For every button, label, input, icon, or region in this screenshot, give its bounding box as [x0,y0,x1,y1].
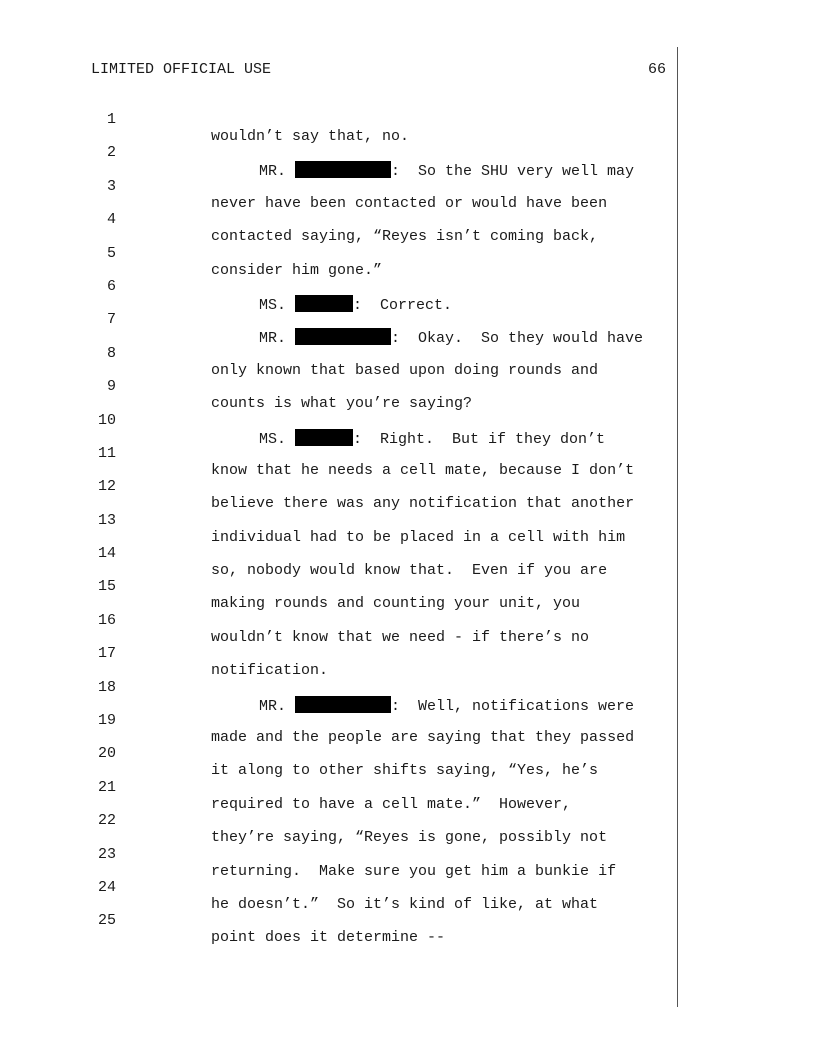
transcript-line [0,294,680,348]
line-number: 15 [97,578,116,596]
line-number: 23 [97,845,116,863]
line-text: MR. : Well, notifications were [259,697,635,715]
transcript-line [0,228,680,279]
line-text: individual had to be placed in a cell with him [211,528,626,546]
line-text: it along to other shifts saying, “Yes, he’s [211,762,599,780]
line-number: 13 [97,511,116,529]
line-number: 20 [97,745,116,763]
line-number: 10 [97,411,116,429]
line-number: 8 [106,344,116,362]
line-text: they’re saying, “Reyes is gone, possibly not [211,829,608,847]
transcript-line [0,595,680,646]
line-number: 5 [106,244,116,262]
line-text: wouldn’t know that we need - if there’s no [211,628,590,646]
line-text: consider him gone.” [211,261,383,279]
transcript-line [0,695,680,747]
transcript-line [0,561,680,613]
line-number: 3 [106,177,116,195]
page-number: 66 [648,61,667,78]
line-number: 14 [97,545,116,563]
transcript-line [0,94,680,145]
line-number: 12 [97,478,116,496]
transcript-line [0,628,680,680]
line-number: 18 [97,678,116,696]
line-text: never have been contacted or would have been [211,194,608,212]
line-text: making rounds and counting your unit, you [211,595,581,613]
transcript-body [0,94,680,947]
transcript-line [0,895,680,947]
transcript-line [0,829,680,880]
line-number: 9 [106,378,116,396]
transcript-line [0,395,680,448]
line-number: 1 [106,111,116,128]
line-text: MR. : So the SHU very well may [259,163,635,181]
transcript-line [0,261,680,314]
transcript-line [0,862,680,913]
transcript-line [0,528,680,580]
line-text: made and the people are saying that they passed [211,729,635,747]
line-number: 16 [97,611,116,629]
line-number: 2 [106,144,116,162]
line-text: MR. : Okay. So they would have [259,330,644,348]
line-number: 19 [97,712,116,730]
line-text: contacted saying, “Reyes isn’t coming back, [211,228,599,246]
line-number: 25 [97,912,116,930]
line-number: 6 [106,277,116,295]
line-text: returning. Make sure you get him a bunkie if [211,862,617,880]
line-text: required to have a cell mate.” However, [211,795,572,813]
classification-header: LIMITED OFFICIAL USE [91,61,272,78]
line-text: MS. : Correct. [259,296,453,314]
line-number: 11 [97,444,116,462]
transcript-line [0,795,680,847]
line-text: notification. [211,662,329,680]
line-text: point does it determine -- [211,929,446,947]
line-text: wouldn’t say that, no. [211,128,410,145]
line-number: 21 [97,778,116,796]
transcript-line [0,361,680,413]
line-text: only known that based upon doing rounds and [211,361,599,379]
line-number: 7 [106,311,116,329]
transcript-line [0,762,680,813]
line-text: he doesn’t.” So it’s kind of like, at what [211,895,599,913]
line-number: 22 [97,812,116,830]
line-number: 24 [97,878,116,896]
transcript-line [0,662,680,715]
transcript-line [0,194,680,246]
transcript-line [0,461,680,513]
transcript-line [0,127,680,181]
line-text: believe there was any notification that another [211,495,635,513]
line-text: counts is what you’re saying? [211,395,473,413]
transcript-line [0,328,680,379]
line-text: MS. : Right. But if they don’t [259,430,606,448]
line-text: so, nobody would know that. Even if you are [211,562,608,580]
transcript-line [0,495,680,546]
transcript-line [0,161,680,212]
transcript-line [0,728,680,780]
line-number: 17 [97,645,116,663]
transcript-line [0,428,680,479]
line-text: know that he needs a cell mate, because I don’t [211,461,635,479]
line-number: 4 [106,211,116,229]
